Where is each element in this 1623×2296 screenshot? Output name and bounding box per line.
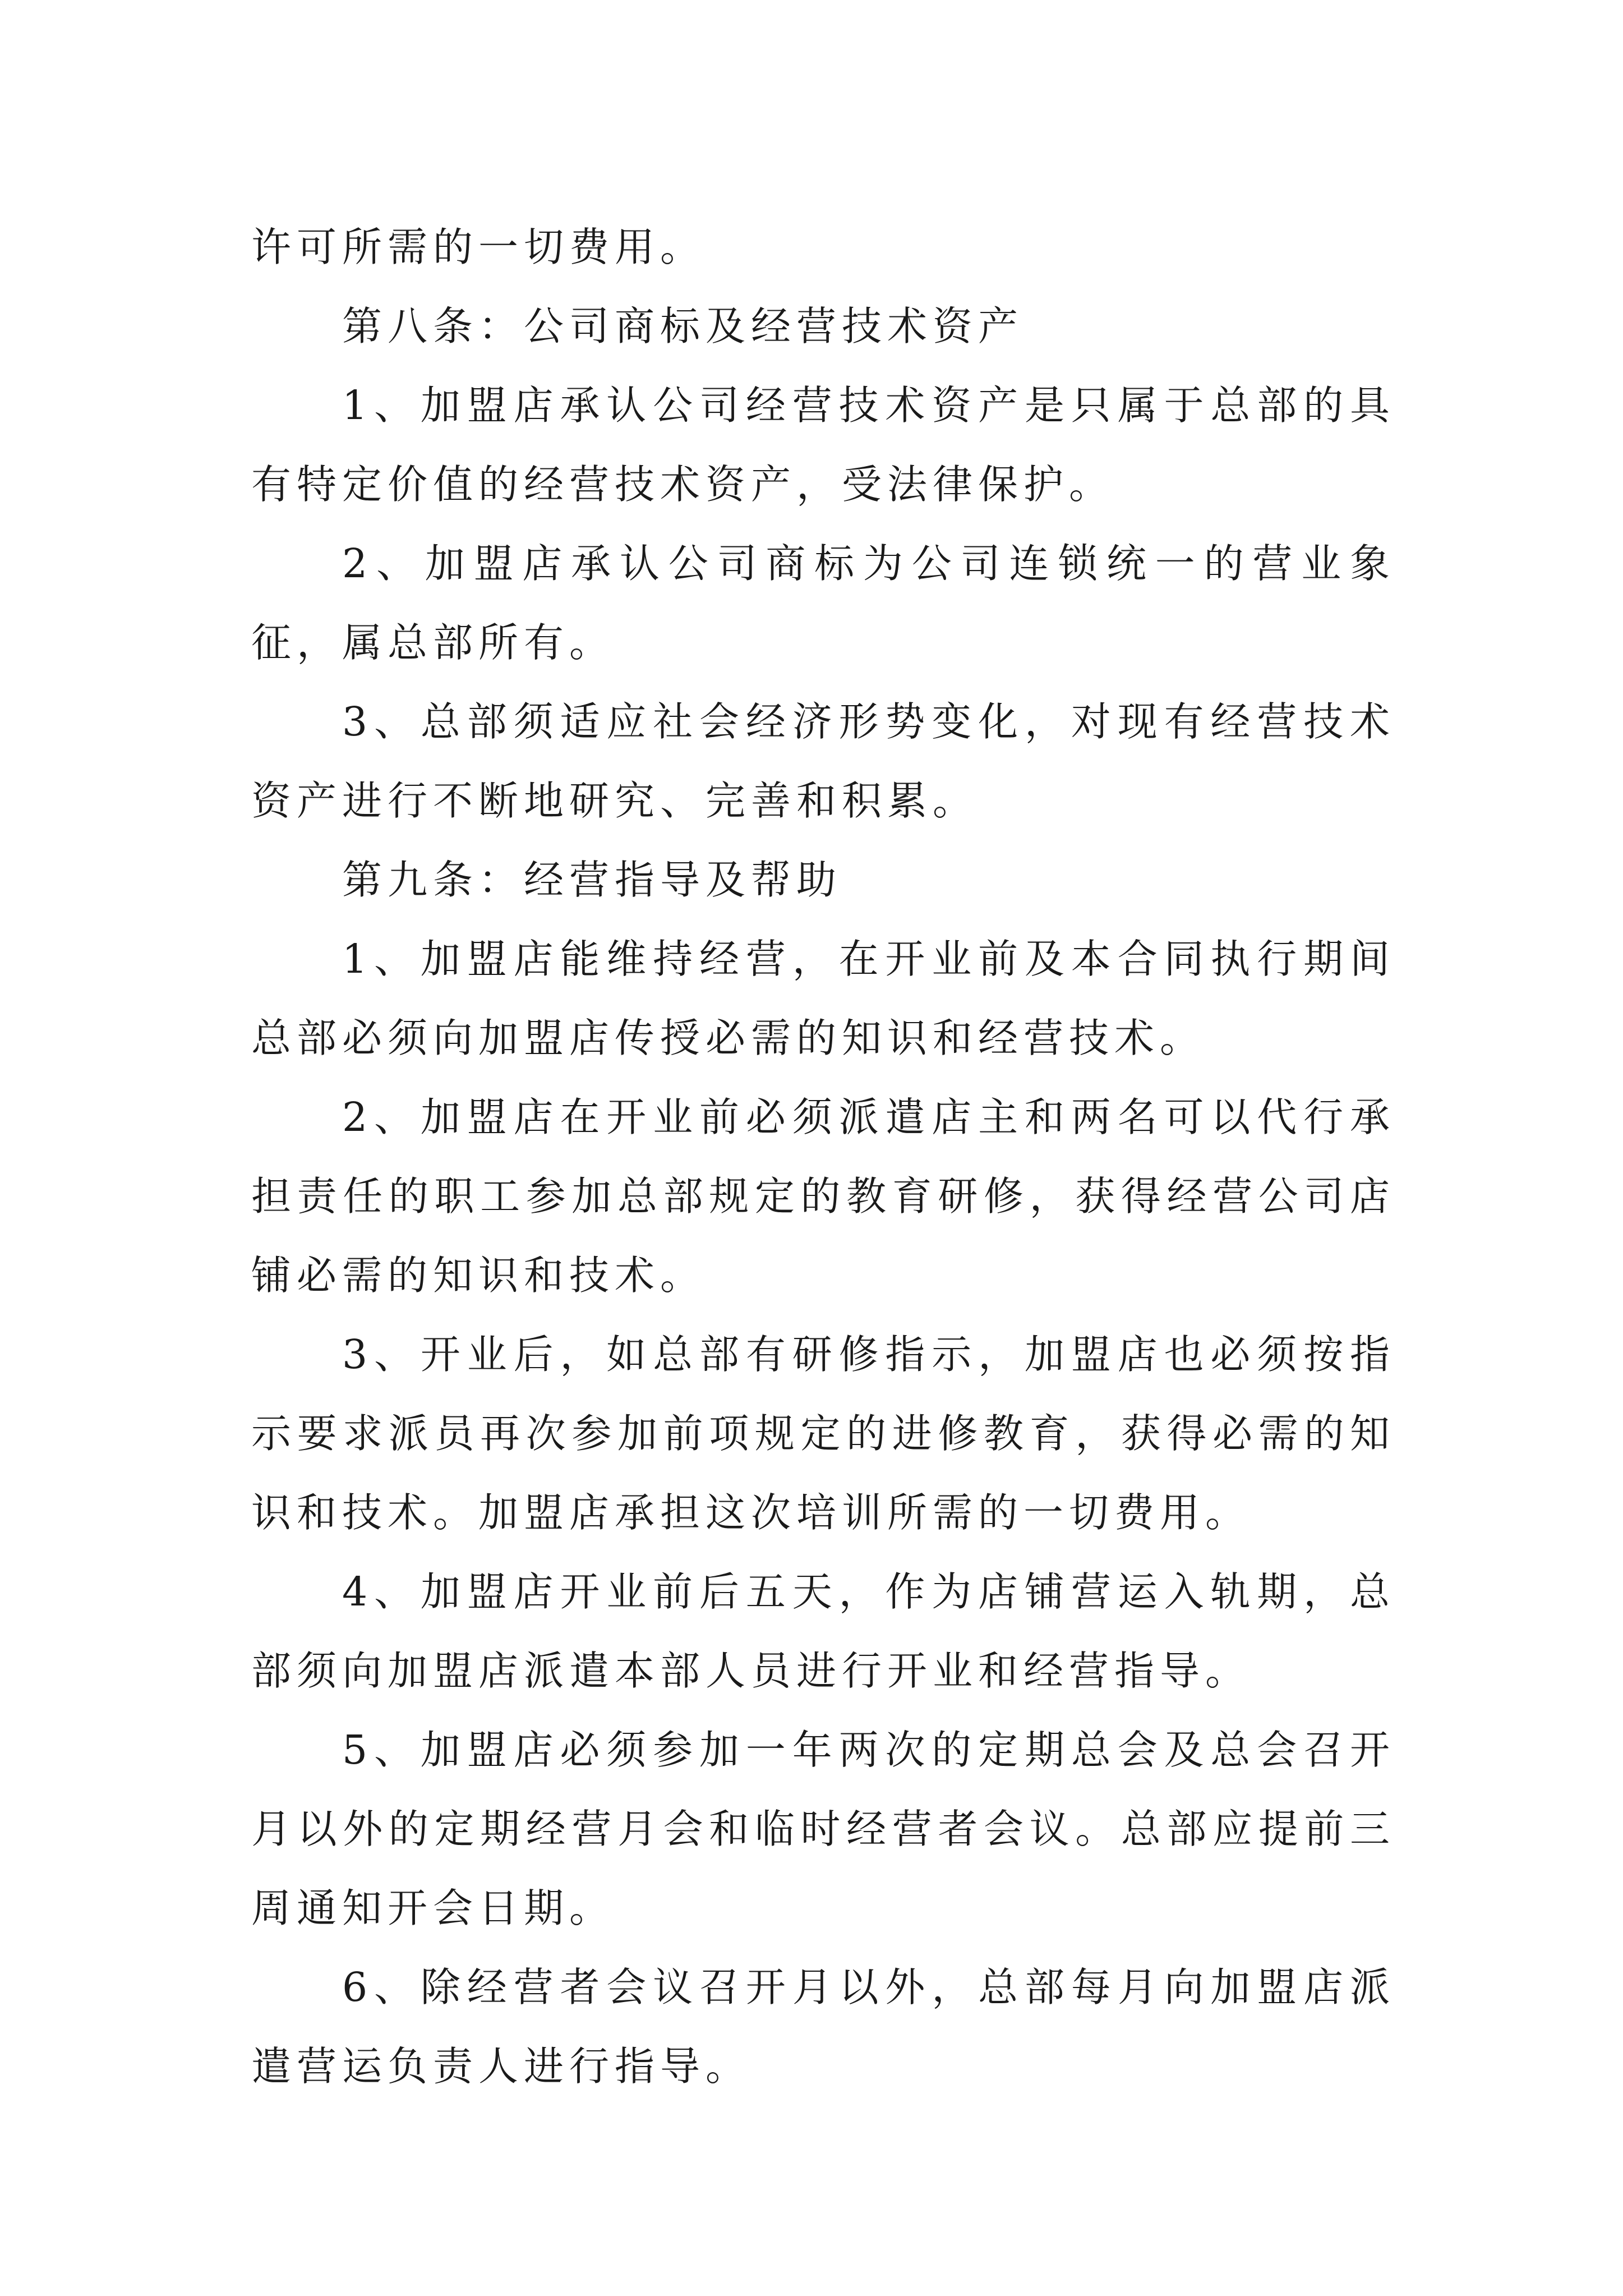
article-9-clause-5: 5、加盟店必须参加一年两次的定期总会及总会召开月以外的定期经营月会和临时经营者会议。总部应提前三周通知开会日期。 xyxy=(251,1727,1395,1931)
document-body xyxy=(251,208,1395,2106)
article-8-clause-1: 1、加盟店承认公司经营技术资产是只属于总部的具有特定价值的经营技术资产，受法律保护。 xyxy=(251,382,1395,508)
article-8-clause-3: 3、总部须适应社会经济形势变化，对现有经营技术资产进行不断地研究、完善和积累。 xyxy=(251,698,1395,824)
article-9-clause-2: 2、加盟店在开业前必须派遣店主和两名可以代行承担责任的职工参加总部规定的教育研修，获得经营公司店铺必需的知识和技术。 xyxy=(251,1094,1395,1299)
paragraph-continuation: 许可所需的一切费用。 xyxy=(251,224,706,270)
article-8-clause-2: 2、加盟店承认公司商标为公司连锁统一的营业象征，属总部所有。 xyxy=(251,540,1395,666)
article-9-clause-1: 1、加盟店能维持经营，在开业前及本合同执行期间总部必须向加盟店传授必需的知识和经营技术。 xyxy=(251,936,1395,1061)
article-9-clause-6: 6、除经营者会议召开月以外，总部每月向加盟店派遣营运负责人进行指导。 xyxy=(251,1964,1395,2090)
article-9-clause-3: 3、开业后，如总部有研修指示，加盟店也必须按指示要求派员再次参加前项规定的进修教育，获得必需的知识和技术。加盟店承担这次培训所需的一切费用。 xyxy=(251,1331,1395,1536)
article-8-heading: 第八条：公司商标及经营技术资产 xyxy=(342,303,1024,349)
article-9-clause-4: 4、加盟店开业前后五天，作为店铺营运入轨期，总部须向加盟店派遣本部人员进行开业和经营指导。 xyxy=(251,1568,1395,1694)
article-9-heading: 第九条：经营指导及帮助 xyxy=(342,857,842,903)
